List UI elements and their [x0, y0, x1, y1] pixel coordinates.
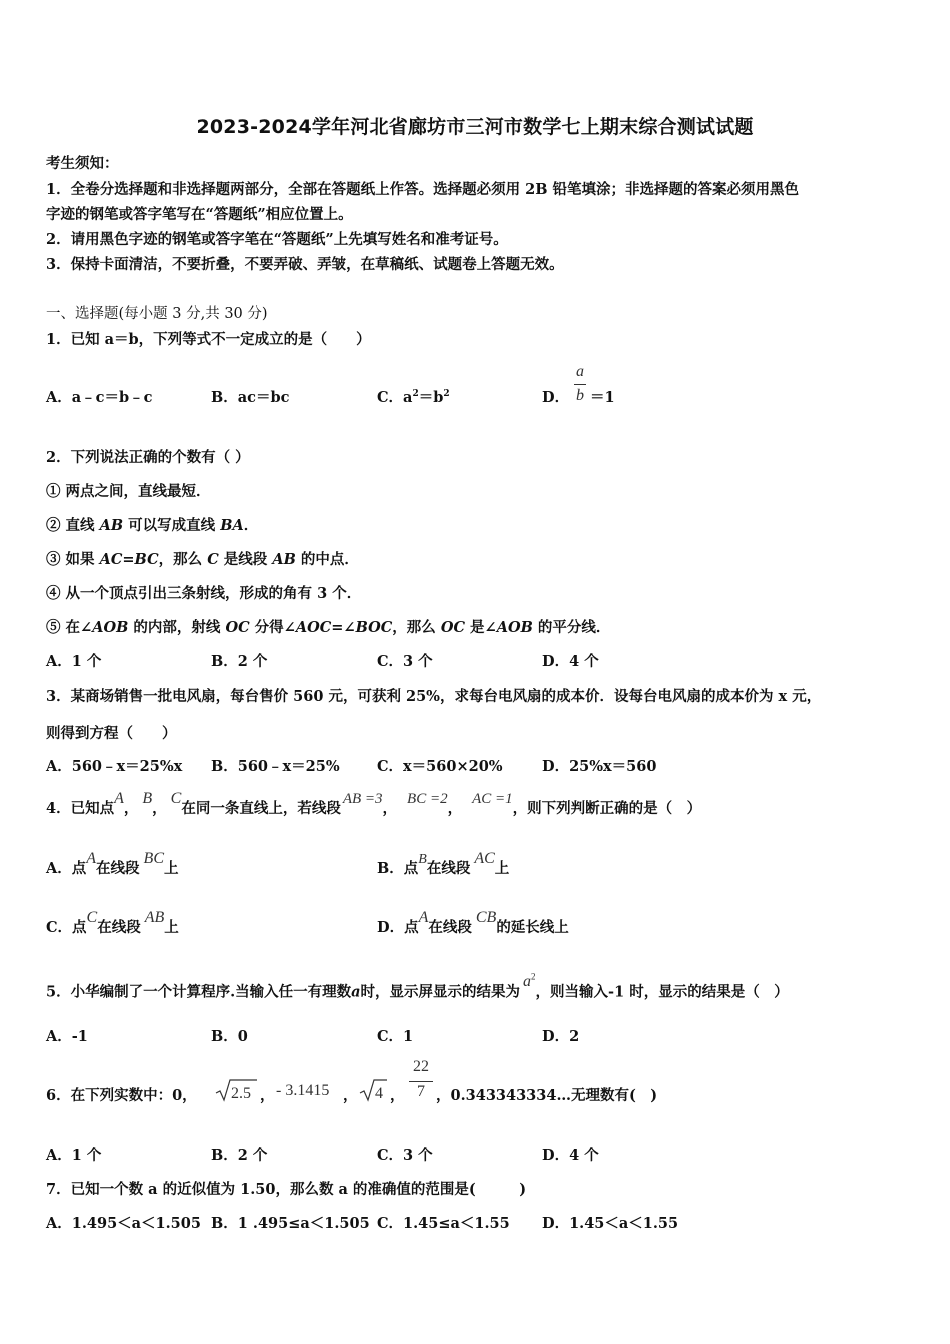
q4-option-c: [46, 909, 179, 947]
q6-fraction-denominator: 7: [417, 1083, 425, 1100]
q5-text-b: 时，显示屏显示的结果为: [360, 983, 521, 1001]
q6-sqrt-radicand-1: 2.5: [231, 1085, 251, 1102]
q4-stem: [46, 790, 701, 828]
q2-s2-text-a: ② 直线: [46, 517, 100, 534]
q4-b-text-1: B．点: [377, 860, 419, 877]
q7-option-c: C．1.45≤a＜1.55: [377, 1215, 510, 1232]
q2-s5-aob: AOB: [92, 619, 129, 636]
q6-sqrt-4: [358, 1078, 388, 1104]
q6-option-b: B．2 个: [211, 1147, 268, 1164]
q4-text-mid: 在同一条直线上，若线段: [181, 800, 341, 817]
notice-heading: 考生须知：: [46, 155, 119, 172]
q3-stem-line-1: 3．某商场销售一批电风扇，每台售价 560 元，可获利 25%，求每台电风扇的成本价．设每台电风扇的成本价为 x 元，: [46, 688, 822, 705]
q6-sep-1: ，: [260, 1087, 275, 1104]
q3-option-c: C．x＝560×20%: [377, 758, 503, 775]
q4-point-b: B: [142, 790, 153, 807]
q2-statement-2: [46, 514, 258, 535]
q1-c-mid: ＝b: [418, 389, 444, 406]
q2-statement-5: [46, 616, 610, 637]
q3-option-b: B．560﹣x＝25%: [211, 758, 340, 775]
q5-text-a: 5．小华编制了一个计算程序.当输入任一有理数: [46, 983, 352, 1001]
q2-option-a: A．1 个: [46, 653, 102, 670]
q4-option-d: [377, 909, 569, 947]
q2-s2-ab: AB: [99, 517, 124, 534]
q1-d-numerator: a: [576, 363, 584, 380]
q2-stem: 2．下列说法正确的个数有（ ）: [46, 449, 250, 466]
q6-option-d: D．4 个: [542, 1147, 599, 1164]
q2-s5-boc: BOC: [355, 619, 393, 636]
q2-s5-aoc: AOC: [295, 619, 332, 636]
q4-comma-1: ，: [123, 800, 139, 817]
q2-s3-eq: AC=BC: [99, 551, 159, 568]
notice-line-2: 字迹的钢笔或答字笔写在“答题纸”相应位置上。: [46, 206, 353, 223]
q7-stem: 7．已知一个数 a 的近似值为 1.50，那么数 a 的准确值的范围是( ): [46, 1181, 527, 1198]
q2-option-c: C．3 个: [377, 653, 433, 670]
q6-negative-number: - 3.1415: [276, 1082, 330, 1099]
q1-option-c: [377, 386, 450, 407]
q6-sep-3: ，: [390, 1087, 405, 1104]
q4-a-text-3: 上: [164, 860, 179, 877]
q5-stem: [46, 968, 789, 1011]
q2-option-b: B．2 个: [211, 653, 268, 670]
q1-stem: 1．已知 a＝b，下列等式不一定成立的是（ ）: [46, 331, 371, 348]
q3-stem-line-2: 则得到方程（ ）: [46, 725, 177, 742]
q1-d-fraction-bar: [574, 384, 586, 385]
q2-s5-oc2: OC: [440, 619, 465, 636]
q2-option-d: D．4 个: [542, 653, 599, 670]
q6-option-c: C．3 个: [377, 1147, 433, 1164]
q4-c-text-3: 上: [164, 919, 179, 936]
q6-sqrt-radicand-2: 4: [375, 1085, 383, 1102]
q6-sep-2: ，: [343, 1087, 358, 1104]
q5-power: [523, 973, 536, 990]
q4-comma-4: ，: [447, 800, 463, 817]
q4-text-prefix: 4．已知点: [46, 800, 115, 817]
q6-stem-prefix: 6．在下列实数中：0，: [46, 1087, 197, 1104]
q1-c-text: C．a: [377, 389, 413, 406]
q4-d-text-3: 的延长线上: [496, 919, 569, 936]
q7-option-a: A．1.495＜a＜1.505: [46, 1215, 201, 1232]
q4-d-point: A: [418, 909, 429, 926]
q5-power-base: a: [523, 973, 532, 991]
q2-s5-aob2: AOB: [496, 619, 533, 636]
q4-comma-2: ，: [152, 800, 167, 817]
notice-line-4: 3．保持卡面清洁，不要折叠，不要弄破、弄皱，在草稿纸、试题卷上答题无效。: [46, 256, 564, 273]
q4-bc-equals-2: BC =2: [407, 791, 448, 807]
q4-d-text-1: D．点: [377, 919, 419, 936]
q4-comma-3: ，: [382, 800, 398, 817]
q4-ab-equals-3: AB =3: [342, 791, 383, 807]
q1-option-b: B．ac＝bc: [211, 389, 290, 406]
q6-sqrt-2-5: [214, 1078, 258, 1104]
q4-a-text-2: 在线段: [96, 860, 140, 877]
q7-option-b: B．1 .495≤a＜1.505: [211, 1215, 370, 1232]
notice-line-3: 2．请用黑色字迹的钢笔或答字笔在“答题纸”上先填写姓名和准考证号。: [46, 231, 508, 248]
q2-statement-4: ④ 从一个顶点引出三条射线，形成的角有 3 个．: [46, 585, 362, 602]
q4-c-text-2: 在线段: [97, 919, 141, 936]
q6-fraction-bar: [409, 1081, 433, 1082]
q4-point-c: C: [170, 790, 182, 807]
q2-s3-text-b: ，那么: [158, 551, 208, 568]
q4-c-segment: AB: [144, 909, 165, 926]
q5-option-d: D．2: [542, 1028, 580, 1045]
q2-s5-text-d: =∠: [331, 619, 356, 636]
q4-b-text-2: 在线段: [426, 860, 471, 877]
q4-text-suffix: ，则下列判断正确的是（ ）: [512, 800, 702, 817]
q2-s5-text-e: ，那么: [392, 619, 441, 636]
q2-s2-text-b: 可以写成直线: [123, 517, 221, 534]
notice-line-1: 1．全卷分选择题和非选择题两部分，全部在答题纸上作答。选择题必须用 2B 铅笔填涂；非选择题的答案必须用黑色: [46, 181, 800, 198]
q6-option-a: A．1 个: [46, 1147, 102, 1164]
q1-d-rhs: ＝1: [590, 389, 615, 406]
q5-text-c: ，则当输入-1 时，显示的结果是（ ）: [535, 983, 789, 1001]
q1-d-denominator: b: [576, 387, 584, 404]
q4-b-point: B: [418, 852, 427, 867]
q2-statement-3: [46, 548, 359, 569]
q5-option-c: C．1: [377, 1028, 414, 1045]
q2-s5-oc: OC: [225, 619, 250, 636]
page-title: 2023-2024学年河北省廊坊市三河市数学七上期末综合测试试题: [196, 116, 754, 138]
q4-b-segment: AC: [474, 850, 495, 867]
q4-point-a: A: [114, 790, 124, 807]
q6-stem-suffix: ，0.343343334…无理数有( ): [436, 1087, 658, 1104]
q2-s5-text-c: 分得∠: [249, 619, 296, 636]
q1-c-sup2: 2: [443, 389, 450, 400]
q2-s3-text-a: ③ 如果: [46, 551, 100, 568]
q2-s3-ab: AB: [272, 551, 296, 568]
q2-s3-text-d: 是线段: [218, 551, 273, 568]
q7-option-d: D．1.45＜a＜1.55: [542, 1215, 679, 1232]
q2-s5-text-f: 是∠: [465, 619, 497, 636]
q2-s3-text-e: 的中点．: [295, 551, 359, 568]
q2-s5-text-a: ⑤ 在∠: [46, 619, 93, 636]
q2-s2-text-c: ．: [243, 517, 259, 534]
q4-a-text-1: A．点: [46, 860, 87, 877]
q3-option-a: A．560﹣x＝25%x: [46, 758, 183, 775]
q4-a-segment: BC: [143, 850, 164, 867]
q3-option-d: D．25%x＝560: [542, 758, 657, 775]
q4-a-point: A: [86, 850, 97, 867]
q5-var-a: a: [351, 983, 361, 1001]
q1-option-a: A．a﹣c＝b﹣c: [46, 389, 153, 406]
q4-c-point: C: [86, 909, 98, 926]
q4-b-text-3: 上: [494, 860, 510, 877]
q5-option-b: B．0: [211, 1028, 248, 1045]
q1-c-sup1: 2: [412, 389, 419, 400]
q4-d-text-2: 在线段: [428, 919, 472, 936]
q4-d-segment: CB: [475, 909, 497, 926]
q5-power-exponent: 2: [531, 972, 536, 982]
q2-s3-c: C: [207, 551, 219, 568]
q2-s5-text-g: 的平分线．: [532, 619, 611, 636]
q4-ac-equals-1: AC =1: [472, 791, 513, 807]
q6-fraction-numerator: 22: [413, 1058, 429, 1075]
q4-option-b: [377, 850, 509, 889]
q2-statement-1: ① 两点之间，直线最短．: [46, 483, 211, 500]
q5-option-a: A．-1: [46, 1028, 88, 1045]
q2-s2-ba: BA: [220, 517, 244, 534]
q4-option-a: [46, 850, 179, 888]
q4-c-text-1: C．点: [46, 919, 87, 936]
section-heading: 一、选择题(每小题 3 分,共 30 分): [46, 306, 268, 322]
q2-s5-text-b: 的内部，射线: [128, 619, 226, 636]
q1-option-d-label: D．: [542, 389, 570, 406]
